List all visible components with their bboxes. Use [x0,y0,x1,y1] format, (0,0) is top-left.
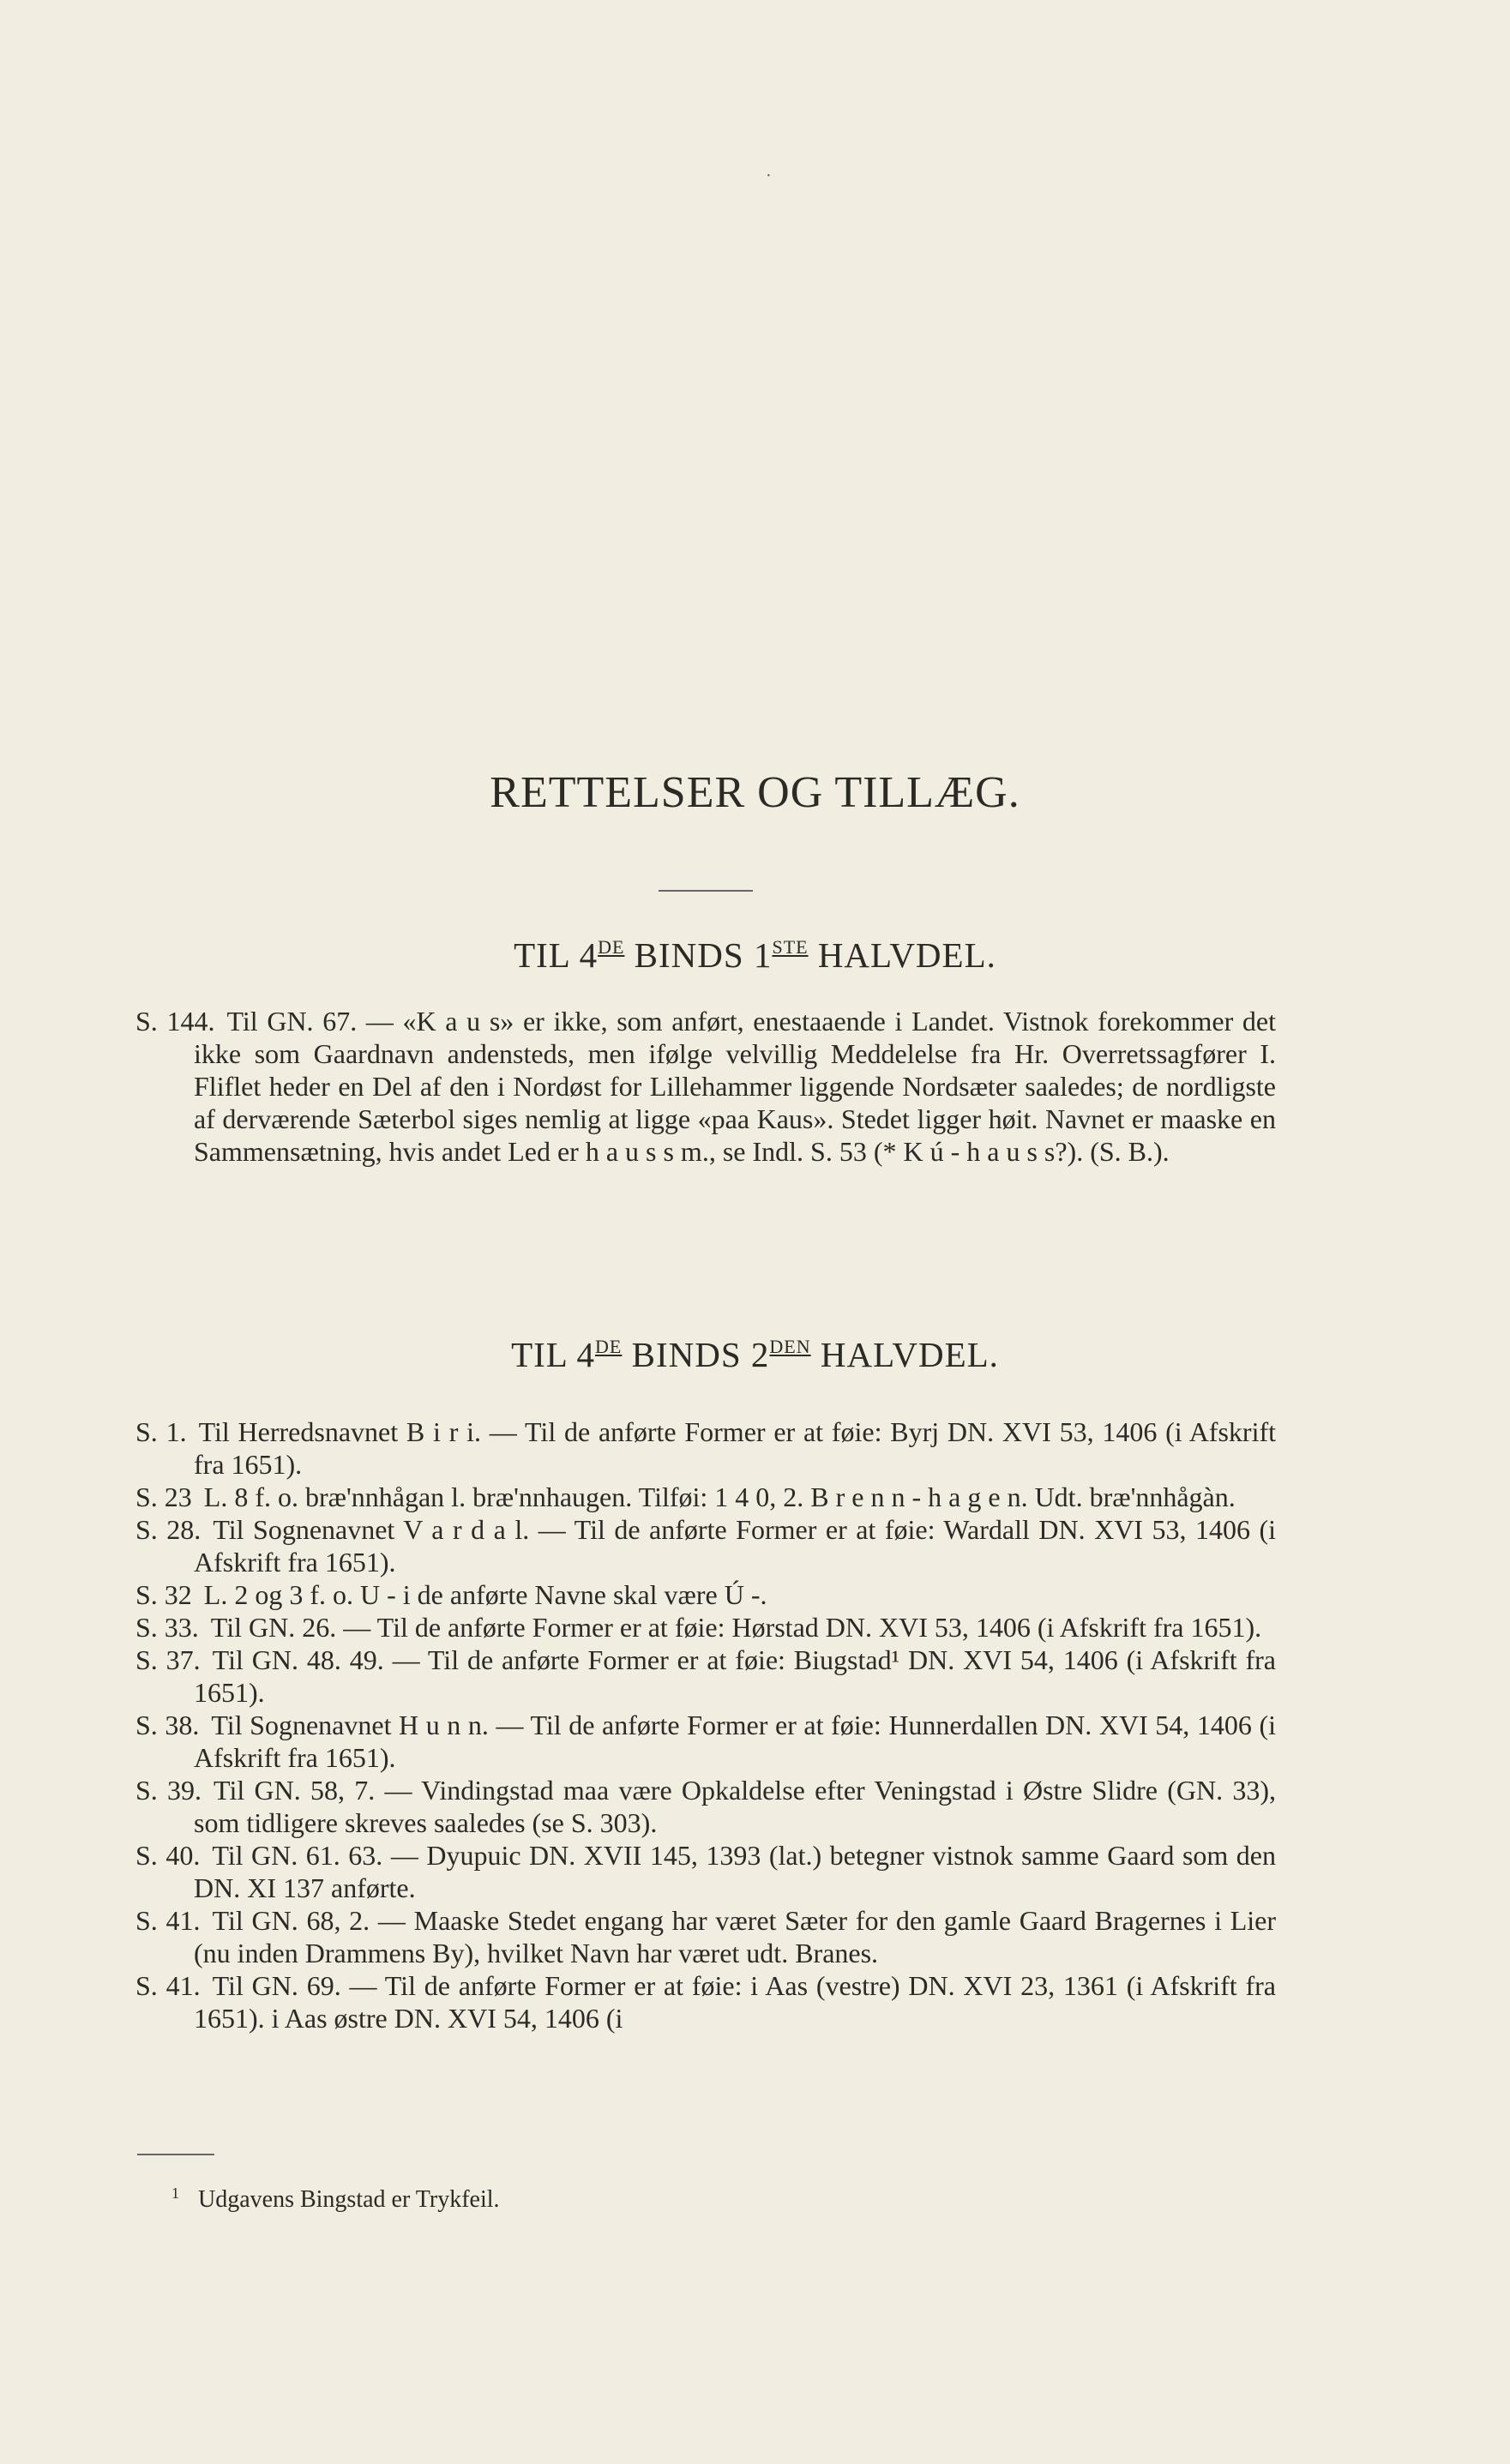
heading-ordinal-suffix: DEN [769,1336,811,1357]
entry-page-ref: S. 38. [135,1710,200,1740]
correction-entry [135,1774,1276,1839]
heading-text: BINDS 1 [624,935,773,975]
heading-text: BINDS 2 [622,1335,770,1374]
heading-text: TIL 4 [511,1335,596,1374]
correction-entry [135,1578,1276,1611]
heading-ordinal-suffix: STE [772,936,809,958]
entry-text: Til GN. 68, 2. — Maaske Stedet engang har været Sæter for den gamle Gaard Bragernes i Lier (nu inden Drammens By), hvilket Navn har været udt. Branes. [194,1905,1277,1968]
correction-entry [135,1969,1276,2034]
entry-text: Til Sognenavnet V a r d a l. — Til de anførte Former er at føie: Wardall DN. XVI 53, 1406 (i Afskrift fra 1651). [194,1514,1277,1578]
entry-text: Til GN. 26. — Til de anførte Former er at føie: Hørstad DN. XVI 53, 1406 (i Afskrift fra 1651). [210,1612,1262,1643]
entry-text: Til Sognenavnet H u n n. — Til de anførte Former er at føie: Hunnerdallen DN. XVI 54, 1406 (i Afskrift fra 1651). [194,1710,1276,1773]
correction-entry [135,1005,1276,1168]
footnote-divider [137,2154,214,2155]
entry-text: Til GN. 61. 63. — Dyupuic DN. XVII 145, 1393 (lat.) betegner vistnok samme Gaard som den DN. XI 137 anførte. [194,1840,1277,1903]
heading-ordinal-suffix: DE [598,936,625,958]
stray-dot: · [766,166,772,185]
heading-ordinal-suffix: DE [595,1336,623,1357]
page-title: RETTELSER OG TILLÆG. [490,768,1020,817]
entry-page-ref: S. 40. [135,1840,201,1871]
entry-text: Til Herredsnavnet B i r i. — Til de anførte Former er at føie: Byrj DN. XVI 53, 1406 (i Afskrift fra 1651). [194,1416,1277,1480]
entry-page-ref: S. 37. [135,1644,201,1675]
correction-entry [135,1481,1276,1513]
section-entries-part-2 [135,1415,1276,2034]
entry-page-ref: S. 41. [135,1970,201,2001]
entry-text: Til GN. 58, 7. — Vindingstad maa være Opkaldelse efter Veningstad i Østre Slidre (GN. 33), som tidligere skreves saaledes (se S. 303). [194,1775,1277,1838]
section-heading-part-1 [0,935,1510,976]
footnote-text: Udgavens Bingstad er Trykfeil. [198,2186,500,2213]
entry-text: Til GN. 48. 49. — Til de anførte Former er at føie: Biugstad¹ DN. XVI 54, 1406 (i Afskrift fra 1651). [194,1644,1277,1708]
title-divider [659,890,753,892]
entry-page-ref: S. 28. [135,1514,202,1545]
entry-text: L. 2 og 3 f. o. U - i de anførte Navne skal være Ú -. [203,1579,767,1610]
entry-page-ref: S. 39. [135,1775,202,1806]
correction-entry [135,1513,1276,1578]
entry-text: Til GN. 69. — Til de anførte Former er at føie: i Aas (vestre) DN. XVI 23, 1361 (i Afskrift fra 1651). i Aas østre DN. XVI 54, 1406 (i [194,1970,1277,2034]
heading-text: HALVDEL. [808,935,996,975]
entry-page-ref: S. 1. [135,1416,187,1447]
entry-text: Til GN. 67. — «K a u s» er ikke, som anført, enestaaende i Landet. Vistnok forekommer det ikke som Gaardnavn andensteds, men ifølge velvillig Meddelelse fra Hr. Overretssagfører I. Fliflet heder en Del af den i Nordøst for Lillehammer liggende Nordsæter saaledes; de nordligste af derværende Sæterbol siges nemlig at ligge «paa Kaus». Stedet ligger høit. Navnet er maaske en Sammensætning, hvis andet Led er h a u s s m., se Indl. S. 53 (* K ú - h a u s s?). (S. B.). [194,1006,1277,1167]
footnote [171,2185,500,2214]
entry-text: L. 8 f. o. bræ'nnhågan l. bræ'nnhaugen. Tilføi: 1 4 0, 2. B r e n n - h a g e n. Udt. bræ'nnhågàn. [203,1481,1236,1512]
footnote-mark: 1 [171,2185,179,2202]
correction-entry [135,1415,1276,1481]
section-heading-part-2 [0,1334,1510,1375]
heading-text: TIL 4 [514,935,599,975]
entry-page-ref: S. 41. [135,1905,201,1936]
heading-text: HALVDEL. [810,1335,999,1374]
correction-entry [135,1709,1276,1774]
correction-entry [135,1644,1276,1709]
section-entries-part-1 [135,1005,1276,1168]
correction-entry [135,1839,1276,1904]
entry-page-ref: S. 33. [135,1612,199,1643]
correction-entry [135,1904,1276,1969]
correction-entry [135,1611,1276,1644]
entry-page-ref: S. 32 [135,1579,192,1610]
entry-page-ref: S. 144. [135,1006,215,1037]
entry-page-ref: S. 23 [135,1481,192,1512]
